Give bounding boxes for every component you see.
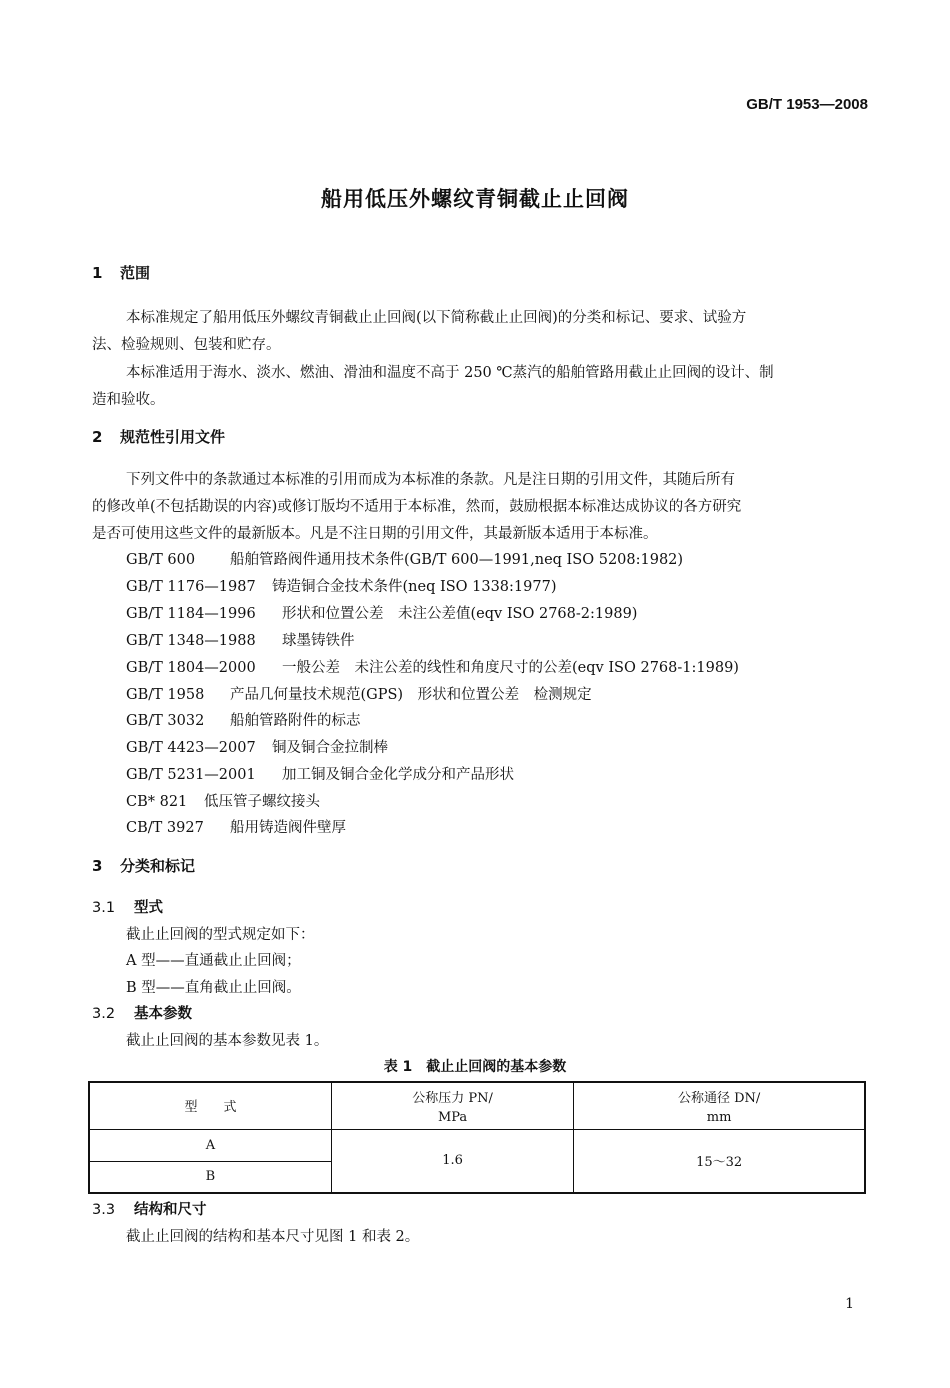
subsection-number: 3.2	[92, 1006, 116, 1022]
paragraph-line: 本标准规定了船用低压外螺纹青铜截止止回阀(以下简称截止止回阀)的分类和标记、要求、试验方	[126, 310, 747, 326]
section-1-heading	[92, 262, 150, 283]
header-pressure	[331, 1082, 573, 1129]
reference-code: GB/T 1804—2000	[126, 660, 256, 676]
header-diameter-unit: mm	[706, 1109, 732, 1125]
paragraph-line: 的修改单(不包括勘误的内容)或修订版均不适用于本标准，然而，鼓励根据本标准达成协议的各方研究	[92, 499, 742, 515]
reference-title: 球墨铸铁件	[282, 633, 355, 649]
paragraph-line: 本标准适用于海水、淡水、燃油、滑油和温度不高于 250 ℃蒸汽的船舶管路用截止止回阀的设计、制	[126, 365, 774, 381]
header-diameter	[574, 1082, 865, 1129]
type-b-item: B 型——直角截止止回阀。	[126, 980, 301, 996]
paragraph-line: 截止止回阀的结构和基本尺寸见图 1 和表 2。	[126, 1229, 420, 1245]
reference-title: 铸造铜合金技术条件(neq ISO 1338:1977)	[272, 579, 557, 595]
reference-item	[126, 683, 592, 704]
cell-diameter: 15～32	[574, 1129, 865, 1193]
section-number: 2	[92, 428, 103, 446]
reference-code: GB/T 1958	[126, 687, 205, 703]
subsection-title: 结构和尺寸	[134, 1202, 207, 1218]
section-number: 1	[92, 264, 103, 282]
reference-item	[126, 790, 320, 811]
reference-item	[126, 656, 739, 677]
reference-code: CB/T 3927	[126, 820, 204, 836]
paragraph-line: 造和验收。	[92, 392, 165, 408]
reference-code: GB/T 600	[126, 552, 196, 568]
section-title: 规范性引用文件	[120, 428, 226, 446]
reference-title: 一般公差 未注公差的线性和角度尺寸的公差(eqv ISO 2768-1:1989)	[282, 660, 739, 676]
reference-title: 加工铜及铜合金化学成分和产品形状	[282, 767, 514, 783]
section-number: 3	[92, 857, 103, 875]
header-type: 型 式	[89, 1082, 331, 1129]
section-2-heading	[92, 426, 225, 447]
paragraph-line: 截止止回阀的基本参数见表 1。	[126, 1033, 329, 1049]
reference-item	[126, 816, 346, 837]
reference-title: 铜及铜合金拉制棒	[272, 740, 388, 756]
subsection-3-1-heading	[92, 896, 163, 917]
subsection-title: 基本参数	[134, 1006, 192, 1022]
paragraph-line: 下列文件中的条款通过本标准的引用而成为本标准的条款。凡是注日期的引用文件，其随后所有	[126, 472, 735, 488]
reference-code: GB/T 3032	[126, 713, 205, 729]
table-header-row	[89, 1082, 865, 1129]
paragraph-line: 是否可使用这些文件的最新版本。凡是不注日期的引用文件，其最新版本适用于本标准。	[92, 526, 658, 542]
table-1	[88, 1081, 866, 1194]
cell-pressure: 1.6	[331, 1129, 573, 1193]
reference-title: 船用铸造阀件壁厚	[230, 820, 346, 836]
document-title: 船用低压外螺纹青铜截止止回阀	[321, 187, 629, 211]
reference-code: CB* 821	[126, 794, 188, 810]
reference-item	[126, 602, 637, 623]
reference-code: GB/T 1176—1987	[126, 579, 256, 595]
reference-item	[126, 709, 361, 730]
subsection-number: 3.1	[92, 900, 116, 916]
subsection-3-3-heading	[92, 1198, 207, 1219]
header-pressure-label: 公称压力 PN/	[412, 1090, 493, 1106]
table-row	[89, 1129, 865, 1161]
reference-code: GB/T 1184—1996	[126, 606, 256, 622]
subsection-number: 3.3	[92, 1202, 116, 1218]
section-title: 范围	[120, 264, 151, 282]
reference-item	[126, 575, 556, 596]
subsection-3-2-heading	[92, 1002, 192, 1023]
reference-code: GB/T 4423—2007	[126, 740, 256, 756]
header-pressure-unit: MPa	[437, 1109, 468, 1125]
reference-item	[126, 763, 514, 784]
reference-title: 船舶管路阀件通用技术条件(GB/T 600—1991,neq ISO 5208:1982)	[230, 552, 684, 568]
reference-code: GB/T 5231—2001	[126, 767, 256, 783]
reference-title: 船舶管路附件的标志	[230, 713, 361, 729]
header-diameter-label: 公称通径 DN/	[677, 1090, 761, 1106]
page-number: 1	[845, 1296, 854, 1312]
reference-item	[126, 736, 388, 757]
reference-title: 低压管子螺纹接头	[204, 794, 320, 810]
type-a-item: A 型——直通截止止回阀；	[126, 953, 301, 969]
reference-code: GB/T 1348—1988	[126, 633, 256, 649]
paragraph-line: 截止止回阀的型式规定如下：	[126, 927, 315, 943]
subsection-title: 型式	[134, 900, 163, 916]
paragraph-line: 法、检验规则、包装和贮存。	[92, 337, 281, 353]
reference-item	[126, 629, 355, 650]
reference-item	[126, 548, 683, 569]
cell-type-b: B	[89, 1161, 331, 1193]
cell-type-a: A	[89, 1129, 331, 1161]
section-3-heading	[92, 855, 195, 876]
reference-title: 产品几何量技术规范(GPS) 形状和位置公差 检测规定	[230, 687, 592, 703]
standard-code: GB/T 1953—2008	[746, 96, 868, 113]
section-title: 分类和标记	[120, 857, 196, 875]
table-1-caption: 表 1 截止止回阀的基本参数	[383, 1059, 567, 1075]
reference-title: 形状和位置公差 未注公差值(eqv ISO 2768-2:1989)	[282, 606, 638, 622]
